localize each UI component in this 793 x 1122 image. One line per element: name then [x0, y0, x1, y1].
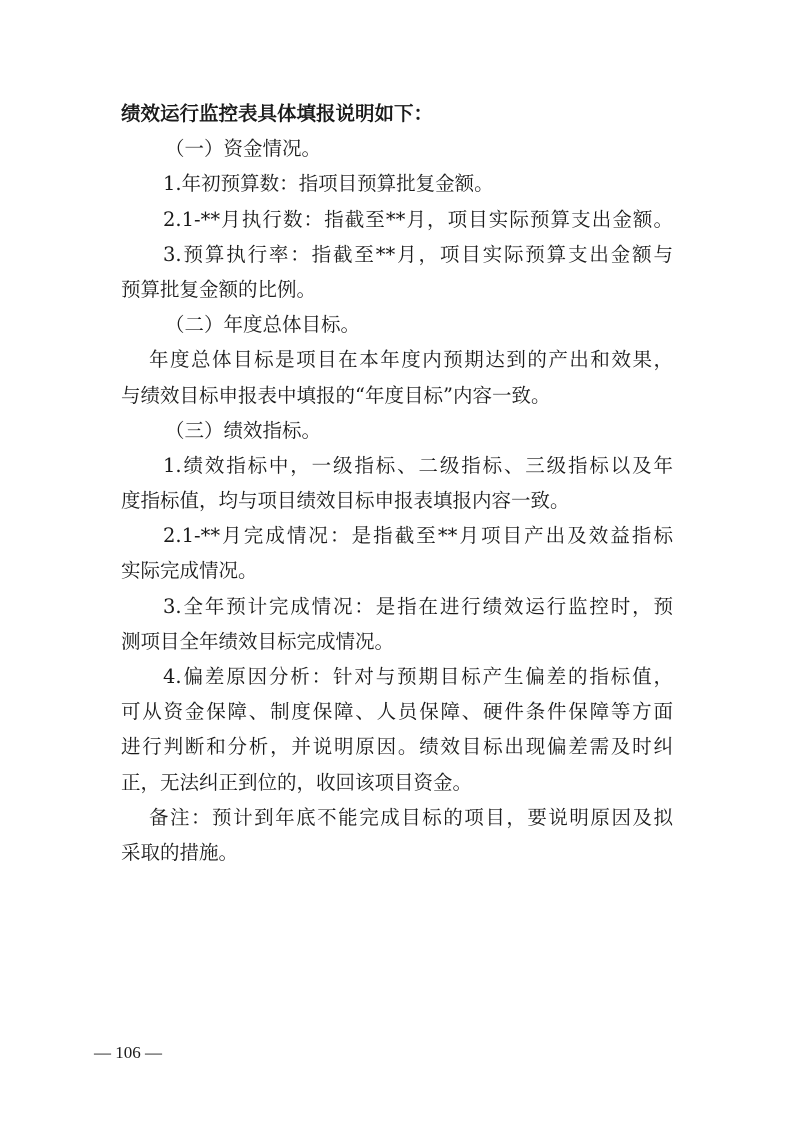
section-2-body-line-1: 年度总体目标是项目在本年度内预期达到的产出和效果，: [149, 348, 673, 372]
section-3-item-3-line-2: 测项目全年绩效目标完成情况。: [121, 629, 395, 653]
section-3-item-2-line-2: 实际完成情况。: [121, 559, 258, 583]
section-1-item-3-line-2: 预算批复金额的比例。: [121, 277, 317, 301]
section-3-item-3-line-1: 3.全年预计完成情况：是指在进行绩效运行监控时，预: [163, 594, 673, 618]
section-3-item-4-line-3: 进行判断和分析，并说明原因。绩效目标出现偏差需及时纠: [121, 735, 673, 759]
section-3-item-4-line-4: 正，无法纠正到位的，收回该项目资金。: [121, 770, 473, 794]
section-3-item-1-line-2: 度指标值，均与项目绩效目标申报表填报内容一致。: [121, 489, 570, 513]
document-body: [121, 96, 673, 870]
section-1-item-1: 1.年初预算数：指项目预算批复金额。: [163, 172, 494, 196]
section-3-title: （三）绩效指标。: [165, 418, 322, 442]
section-3-item-2-line-1: 2.1-**月完成情况：是指截至**月项目产出及效益指标: [163, 524, 673, 548]
page-heading: 绩效运行监控表具体填报说明如下：: [121, 102, 434, 125]
section-3-item-1-line-1: 1.绩效指标中，一级指标、二级指标、三级指标以及年: [163, 453, 673, 477]
section-1-item-2: 2.1-**月执行数：指截至**月，项目实际预算支出金额。: [163, 207, 673, 231]
section-2-body-line-2: 与绩效目标申报表中填报的“年度目标”内容一致。: [121, 383, 551, 407]
note-line-1: 备注：预计到年底不能完成目标的项目，要说明原因及拟: [149, 805, 673, 829]
section-2-title: （二）年度总体目标。: [165, 313, 361, 337]
note-line-2: 采取的措施。: [121, 840, 239, 864]
section-1-item-3-line-1: 3.预算执行率：指截至**月，项目实际预算支出金额与: [163, 242, 673, 266]
section-1-title: （一）资金情况。: [165, 137, 322, 161]
section-3-item-4-line-2: 可从资金保障、制度保障、人员保障、硬件条件保障等方面: [121, 700, 673, 724]
section-3-item-4-line-1: 4.偏差原因分析：针对与预期目标产生偏差的指标值，: [163, 665, 673, 688]
page-number: — 106 —: [94, 1043, 162, 1062]
